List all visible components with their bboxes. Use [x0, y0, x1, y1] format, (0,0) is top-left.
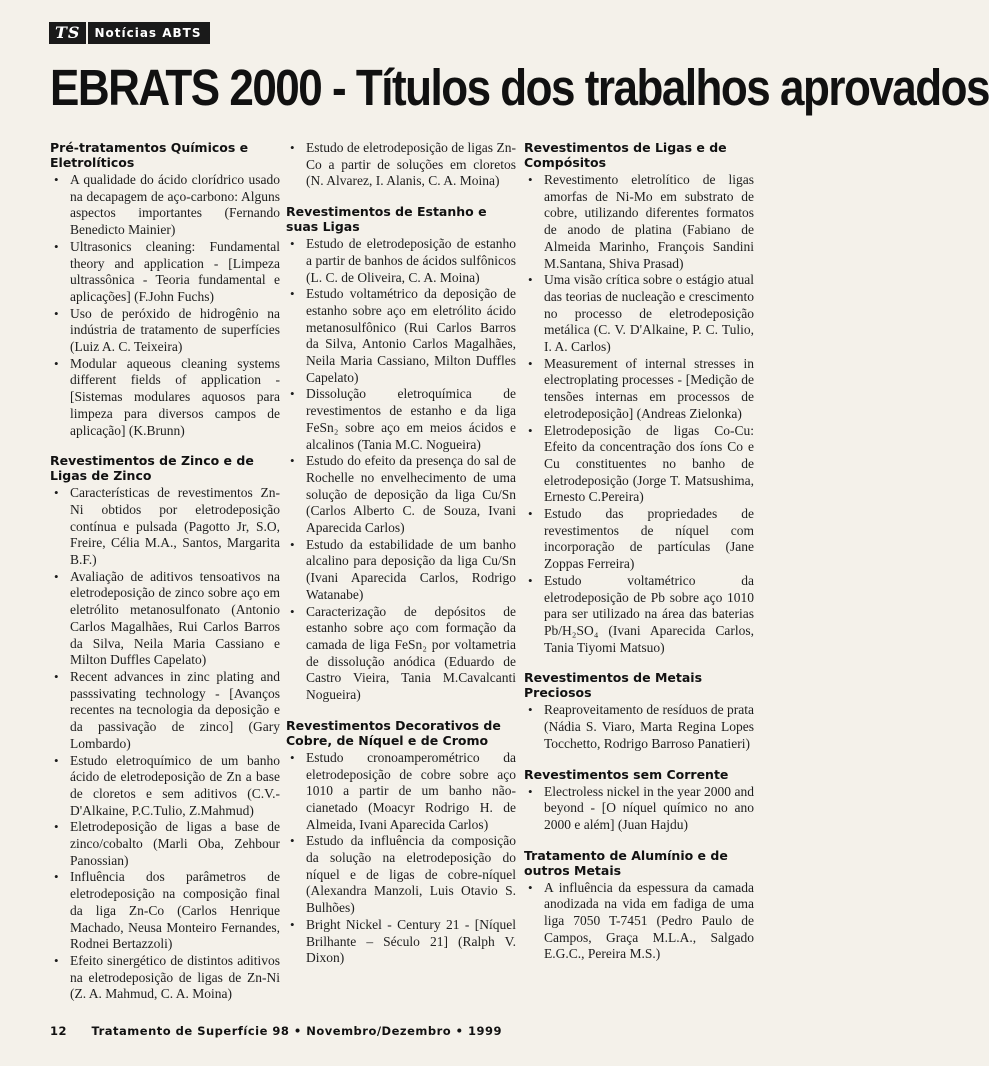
list-item: • Estudo do efeito da presença do sal de Rochelle no envelhecimento de uma solução de deposição da liga Cu/Sn (Carlos Alberto C. de Souza, Ivani Aparecida Carlos) [286, 453, 516, 537]
footer-text: Tratamento de Superfície 98 • Novembro/Dezembro • 1999 [91, 1024, 503, 1038]
list-item: • Estudo da estabilidade de um banho alcalino para deposição da liga Cu/Sn (Ivani Aparecida Carlos, Rodrigo Watanabe) [286, 537, 516, 604]
list-item: • Eletrodeposição de ligas a base de zinco/cobalto (Marli Oba, Zehbour Panossian) [50, 819, 280, 869]
list-item: • Estudo voltamétrico da eletrodeposição de Pb sobre aço 1010 para ser utilizado na área das baterias Pb/H₂SO₄ (Ivani Aparecida Carlos, Tania Tiyomi Matsuo) [524, 573, 754, 657]
page-number: 12 [50, 1024, 68, 1038]
list-item: • Modular aqueous cleaning systems different fields of application - [Sistemas modulares aquosos para limpeza para diversos campos de aplicação] (K.Brunn) [50, 356, 280, 440]
item-list [286, 236, 516, 704]
list-item: • Características de revestimentos Zn-Ni obtidos por eletrodeposição contínua e pulsada (Pagotto Jr, S.O, Freire, Célia M.A., Santos, Margarita B.F.) [50, 485, 280, 569]
list-item: • Estudo cronoamperométrico da eletrodeposição de cobre sobre aço 1010 a partir de um banho não-cianetado (Moacyr Rodrigo H. de Almeida, Ivani Aparecida Carlos) [286, 750, 516, 834]
list-item: • Recent advances in zinc plating and passsivating technology - [Avanços recentes na tecnologia da deposição e da passivação de zinco] (Gary Lombardo) [50, 669, 280, 753]
section-title: Revestimentos Decorativos de Cobre, de Níquel e de Cromo [286, 717, 501, 748]
page-footer [50, 1024, 502, 1038]
list-item: • Eletrodeposição de ligas Co-Cu: Efeito da concentração dos íons Co e Cu constituentes no banho de eletrodeposição (Jorge T. Matsushima, Ernesto C.Pereira) [524, 423, 754, 507]
column-3 [524, 140, 754, 977]
section [524, 848, 754, 964]
list-item: • Estudo de eletrodeposição de estanho a partir de banhos de ácidos sulfônicos (L. C. de Oliveira, C. A. Moina) [286, 236, 516, 286]
list-item: • Reaproveitamento de resíduos de prata (Nádia S. Viaro, Marta Regina Lopes Tocchetto, Rodrigo Barroso Panatieri) [524, 702, 754, 752]
page-title: EBRATS 2000 - Títulos dos trabalhos aprovados [50, 60, 989, 117]
section-title: Revestimentos sem Corrente [524, 766, 729, 782]
list-item: • Uso de peróxido de hidrogênio na indústria de tratamento de superfícies (Luiz A. C. Teixeira) [50, 306, 280, 356]
list-item: • Uma visão crítica sobre o estágio atual das teorias de nucleação e crescimento no processo de eletrodeposição metálica (C. V. D'Alkaine, P. C. Tulio, I. A. Carlos) [524, 272, 754, 356]
item-list [524, 702, 754, 752]
section-title: Revestimentos de Zinco e de Ligas de Zinco [50, 453, 254, 484]
section [524, 140, 754, 656]
ts-logo: TS [49, 22, 88, 44]
list-item: • A influência da espessura da camada anodizada na vida em fadiga de uma liga 7050 T-7451 (Pedro Paulo de Campos, Graça M.L.A., Salgado E.G.C., Pereira M.S.) [524, 880, 754, 964]
list-item: • Estudo de eletrodeposição de ligas Zn-Co a partir de soluções em cloretos (N. Alvarez, I. Alanis, C. A. Moina) [286, 140, 516, 190]
item-list [50, 172, 280, 439]
section [286, 718, 516, 967]
section [524, 767, 754, 834]
section-title: Pré-tratamentos Químicos e Eletrolíticos [50, 140, 249, 170]
list-item: • Revestimento eletrolítico de ligas amorfas de Ni-Mo em substrato de cobre, utilizando diferentes formatos de anodo de platina (Fabiano de Almeida Marinho, François Sandini M.Santana, Shiva Prasad) [524, 172, 754, 272]
list-item: • Estudo da influência da composição da solução na eletrodeposição do níquel e de ligas de cobre-níquel (Alexandra Manzoli, Luis Otavio S. Bulhões) [286, 833, 516, 917]
list-item: • Dissolução eletroquímica de revestimentos de estanho e da liga FeSn₂ sobre aço em meios ácidos e alcalinos (Tania M.C. Nogueira) [286, 386, 516, 453]
section [50, 453, 280, 1003]
list-item: • Estudo eletroquímico de um banho ácido de eletrodeposição de Zn a base de cloretos e sem aditivos (C.V.-D'Alkaine, P.C.Tulio, Z.Mahmud) [50, 753, 280, 820]
list-item: • Measurement of internal stresses in electroplating processes - [Medição de tensões internas em processos de eletrodeposição] (Andreas Zielonka) [524, 356, 754, 423]
section [524, 670, 754, 752]
list-item: • Estudo das propriedades de revestimentos de níquel com incorporação de partículas (Jane Zoppas Ferreira) [524, 506, 754, 573]
section-header-tag [49, 22, 210, 44]
column-2 [286, 140, 516, 981]
section [286, 140, 516, 190]
list-item: • A qualidade do ácido clorídrico usado na decapagem de aço-carbono: Alguns aspectos importantes (Fernando Benedicto Mainier) [50, 172, 280, 239]
item-list [524, 784, 754, 834]
section [286, 204, 516, 704]
list-item: • Avaliação de aditivos tensoativos na eletrodeposição de zinco sobre aço em eletrólito metanosulfonato (Antonio Carlos Magalhães, Rui Carlos Barros da Silva, Neila Maria Cassiano e Milton Duffles Capelato) [50, 569, 280, 669]
list-item: • Influência dos parâmetros de eletrodeposição na composição final da liga Zn-Co (Carlos Henrique Machado, Neusa Monteiro Fernandes, Rodnei Bertazzoli) [50, 869, 280, 953]
list-item: • Efeito sinergético de distintos aditivos na eletrodeposição de ligas de Zn-Ni (Z. A. Mahmud, C. A. Moina) [50, 953, 280, 1003]
list-item: • Estudo voltamétrico da deposição de estanho sobre aço em eletrólito ácido metanosulfônico (Rui Carlos Barros da Silva, Antonio Carlos Magalhães, Neila Maria Cassiano, Milton Duffles Capelato) [286, 286, 516, 386]
section-title: Tratamento de Alumínio e de outros Metais [524, 847, 728, 878]
item-list [286, 140, 516, 190]
list-item: • Bright Nickel - Century 21 - [Níquel Brilhante – Século 21] (Ralph V. Dixon) [286, 917, 516, 967]
section-title: Revestimentos de Ligas e de Compósitos [524, 140, 727, 170]
item-list [286, 750, 516, 967]
section-label: Notícias ABTS [94, 26, 202, 40]
list-item: • Caracterização de depósitos de estanho sobre aço com formação da camada de liga FeSn₂ por voltametria de dissolução anódica (Eduardo de Castro Vieira, Tania M.Cavalcanti Nogueira) [286, 604, 516, 704]
item-list [524, 172, 754, 656]
column-1 [50, 140, 280, 1017]
list-item: • Ultrasonics cleaning: Fundamental theory and application - [Limpeza ultrassônica - Teoria fundamental e aplicações] (F.John Fuchs) [50, 239, 280, 306]
section-title: Revestimentos de Estanho e suas Ligas [286, 204, 487, 235]
list-item: • Electroless nickel in the year 2000 and beyond - [O níquel químico no ano 2000 e além] (Juan Hajdu) [524, 784, 754, 834]
item-list [524, 880, 754, 964]
section-title: Revestimentos de Metais Preciosos [524, 670, 703, 701]
section [50, 140, 280, 439]
item-list [50, 485, 280, 1003]
